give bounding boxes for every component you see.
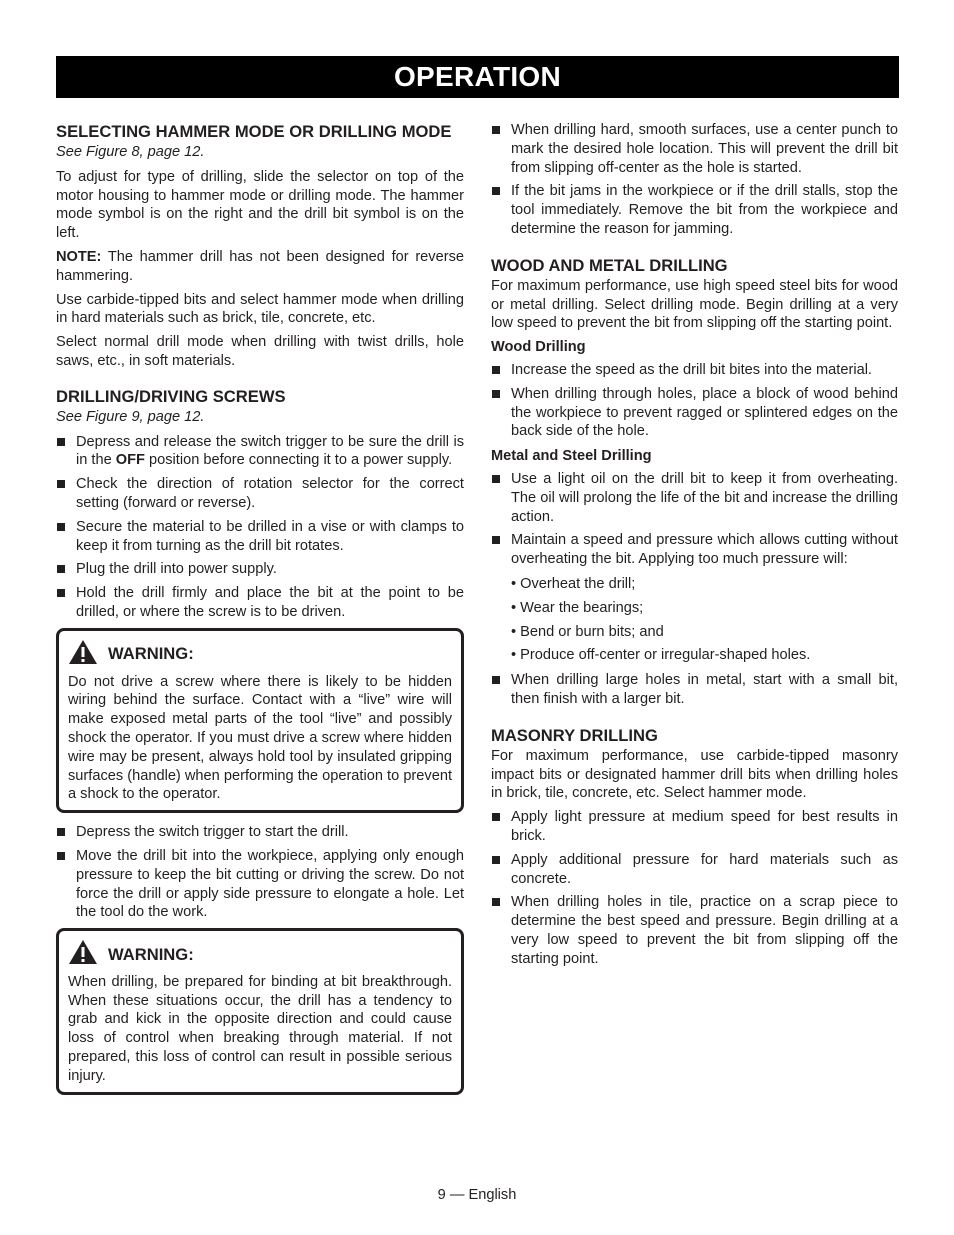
figure-ref-9: See Figure 9, page 12. — [56, 408, 205, 425]
paragraph: For maximum performance, use carbide-tipped masonry impact bits or designated hammer drill bits when drilling holes in brick, tile, concrete, etc. Select hammer mode. — [491, 747, 898, 802]
list-item: Apply additional pressure for hard materials such as concrete. — [491, 851, 898, 889]
warning-text: When drilling, be prepared for binding at bit breakthrough. When these situations occur, the drill has a tendency to grab and kick in the opposite direction and could cause loss of control when breaking through material. If not prepared, this loss of control can result in possible serious injury. — [68, 973, 452, 1084]
list-item: If the bit jams in the workpiece or if the drill stalls, stop the tool immediately. Remove the bit from the workpiece and determine the reason for jamming. — [491, 182, 898, 238]
right-column — [491, 121, 898, 974]
heading-hammer-mode: SELECTING HAMMER MODE OR DRILLING MODE — [56, 122, 452, 141]
note-paragraph — [56, 248, 464, 286]
list-item: Move the drill bit into the workpiece, applying only enough pressure to keep the bit cutting or driving the screw. Do not force the drill or apply side pressure to elongate a hole. Let the tool do the work. — [56, 847, 464, 922]
page-title: OPERATION — [393, 61, 562, 92]
list-item: When drilling hard, smooth surfaces, use a center punch to mark the desired hole location. This will prevent the drill bit from slipping off-center as the hole is started. — [491, 121, 898, 177]
bullet-list — [491, 808, 898, 968]
list-item: When drilling through holes, place a block of wood behind the workpiece to prevent ragged or splintered edges on the back side of the hole. — [491, 385, 898, 441]
bullet-list — [56, 433, 464, 622]
list-item: Secure the material to be drilled in a vise or with clamps to keep it from turning as the drill bit rotates. — [56, 518, 464, 556]
list-item: • Overheat the drill; — [511, 575, 636, 592]
paragraph: Select normal drill mode when drilling with twist drills, hole saws, etc., in soft materials. — [56, 334, 464, 369]
list-item: Check the direction of rotation selector for the correct setting (forward or reverse). — [56, 475, 464, 513]
bullet-list — [491, 361, 898, 441]
bullet-list — [56, 823, 464, 922]
paragraph: For maximum performance, use high speed steel bits for wood or metal drilling. Select drilling mode. Begin drilling at a very low speed to prevent the bit from slipping off the starting point. — [491, 277, 898, 332]
left-column — [56, 121, 464, 1105]
list-item: When drilling holes in tile, practice on a scrap piece to determine the best speed and pressure. Begin drilling at a very low speed to prevent the bit from slipping off the starting point. — [491, 893, 898, 968]
list-item: Increase the speed as the drill bit bites into the material. — [491, 361, 898, 380]
list-item: • Wear the bearings; — [511, 599, 644, 616]
heading-masonry: MASONRY DRILLING — [491, 725, 658, 745]
bullet-list — [491, 121, 898, 239]
list-item: Maintain a speed and pressure which allows cutting without overheating the bit. Applying too much pressure will: — [491, 531, 898, 569]
figure-ref-8: See Figure 8, page 12. — [56, 144, 205, 160]
warning-title: WARNING: — [108, 944, 194, 964]
list-item: Apply light pressure at medium speed for best results in brick. — [491, 808, 898, 846]
paragraph: Use carbide-tipped bits and select hammer mode when drilling in hard materials such as brick, tile, concrete, etc. — [56, 291, 464, 327]
section-banner — [56, 56, 899, 98]
bullet-list — [491, 470, 898, 569]
list-item: • Produce off-center or irregular-shaped holes. — [511, 647, 811, 664]
list-item: • Bend or burn bits; and — [511, 623, 664, 640]
page-footer: 9 — English — [437, 1187, 517, 1203]
warning-icon — [68, 639, 98, 671]
note-label: NOTE: — [56, 248, 102, 265]
heading-driving-screws: DRILLING/DRIVING SCREWS — [56, 386, 286, 406]
subheading-metal: Metal and Steel Drilling — [491, 448, 652, 465]
warning-box — [56, 928, 464, 1095]
warning-box — [56, 628, 464, 813]
list-item: Hold the drill firmly and place the bit at the point to be drilled, or where the screw is to be driven. — [56, 584, 464, 622]
warning-icon — [68, 939, 98, 971]
note-text: The hammer drill has not been designed for reverse hammering. — [56, 248, 464, 284]
list-item: Depress and release the switch trigger to be sure the drill is in the OFF position before connecting it to a power supply. — [56, 433, 464, 471]
dot-list — [491, 575, 898, 665]
heading-wood-metal: WOOD AND METAL DRILLING — [491, 255, 728, 275]
bullet-list — [491, 671, 898, 709]
paragraph: To adjust for type of drilling, slide the selector on top of the motor housing to hammer mode or drilling mode. The hammer mode symbol is on the right and the drill bit symbol is on the left. — [56, 168, 464, 242]
list-item: When drilling large holes in metal, start with a small bit, then finish with a larger bit. — [491, 671, 898, 709]
warning-text: Do not drive a screw where there is likely to be hidden wiring behind the surface. Contact with a “live” wire will make exposed metal parts of the tool “live” and possibly shock the operator. If you must drive a screw where hidden wire may be present, always hold tool by insulated gripping surfaces (handle) when performing the operation to prevent a shock to the operator. — [68, 673, 452, 803]
list-item: Plug the drill into power supply. — [56, 560, 464, 579]
warning-title: WARNING: — [108, 644, 194, 664]
list-item: Depress the switch trigger to start the drill. — [56, 823, 464, 842]
list-item: Use a light oil on the drill bit to keep it from overheating. The oil will prolong the life of the bit and increase the drilling action. — [491, 470, 898, 526]
subheading-wood: Wood Drilling — [491, 339, 586, 356]
